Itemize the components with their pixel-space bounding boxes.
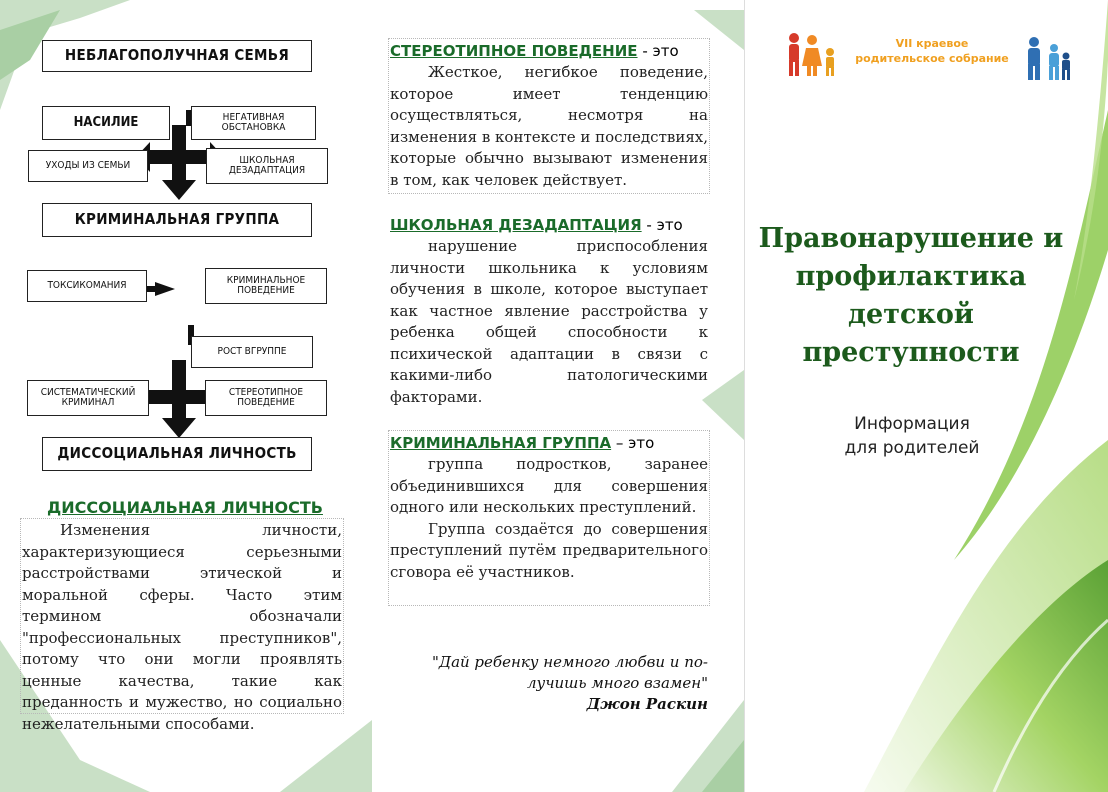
family-red-icon (784, 32, 842, 78)
assembly-logo-text (850, 36, 1014, 66)
dissocial-heading: ДИССОЦИАЛЬНАЯ ЛИЧНОСТЬ (47, 498, 323, 517)
family-blue-icon (1024, 36, 1072, 82)
substance-box: ТОКСИКОМАНИЯ (27, 270, 147, 302)
negative-env-box: НЕГАТИВНАЯ ОБСТАНОВКА (191, 106, 316, 140)
stereotyped-behavior-box: СТЕРЕОТИПНОЕ ПОВЕДЕНИЕ (205, 380, 327, 416)
stereotyped-body: Жесткое, негибкое поведение, которое имеет тенденцию осуществляться, несмотря на изменения в контексте и последствиях, которые обычно вызывают изменения в том, как человек действует. (390, 63, 709, 189)
quote-line-2: лучишь много взамен" (526, 674, 708, 692)
quote-author: Джон Раскин (586, 695, 708, 713)
leaving-family-box: УХОДЫ ИЗ СЕМЬИ (28, 150, 148, 182)
criminal-group-term: КРИМИНАЛЬНАЯ ГРУППА (390, 434, 612, 452)
systematic-criminal-box: СИСТЕМАТИЧЕСКИЙ КРИМИНАЛ (27, 380, 149, 416)
family-box: НЕБЛАГОПОЛУЧНАЯ СЕМЬЯ (42, 40, 312, 72)
middle-panel (372, 0, 744, 792)
criminal-behavior-box: КРИМИНАЛЬНОЕ ПОВЕДЕНИЕ (205, 268, 327, 304)
stereotyped-term: СТЕРЕОТИПНОЕ ПОВЕДЕНИЕ (390, 42, 638, 60)
green-leaf-icon (744, 0, 1108, 792)
assembly-logo-line-1: VII краевое (895, 37, 969, 50)
disadaptation-term: ШКОЛЬНАЯ ДЕЗАДАПТАЦИЯ (390, 216, 642, 234)
criminal-group-body: группа подростков, заранее объединившихся для совершения одного или нескольких преступлений. (390, 455, 708, 516)
stereotyped-definition-block (390, 40, 708, 191)
fold-line (744, 0, 745, 792)
assembly-logo-line-2: родительское собрание (855, 52, 1009, 65)
stereotyped-dash: - это (642, 42, 679, 60)
quote (392, 652, 708, 715)
dissocial-box: ДИССОЦИАЛЬНАЯ ЛИЧНОСТЬ (42, 437, 312, 471)
school-disadaptation-box: ШКОЛЬНАЯ ДЕЗАДАПТАЦИЯ (206, 148, 328, 184)
criminal-group-box: КРИМИНАЛЬНАЯ ГРУППА (42, 203, 312, 237)
cover-subtitle-line-1: Информация (854, 414, 970, 434)
quote-line-1: "Дай ребенку немного любви и по- (431, 653, 708, 671)
cover-panel (744, 0, 1108, 792)
disadaptation-dash: - это (646, 216, 683, 234)
cover-title: Правонарушение и профилактика детской преступности (758, 223, 1064, 368)
dissocial-definition: Изменения личности, характеризующиеся серьезными расстройствами этической и моральной сферы. Часто этим термином обозначали "профессиональных преступников", потому что они могли проявлять ценные качества, такие как преданность и мужество, но социально нежелательными способами. (22, 521, 342, 733)
criminal-group-definition-block (390, 432, 708, 583)
violence-box: НАСИЛИЕ (42, 106, 170, 140)
cover-subtitle (784, 412, 1040, 460)
group-growth-box: РОСТ ВГРУППЕ (191, 336, 313, 368)
left-panel (0, 0, 372, 792)
criminal-group-body-2: Группа создаётся до совершения преступлений путём предварительного сговора её участников. (390, 519, 708, 581)
criminal-group-dash: – это (615, 434, 655, 452)
disadaptation-body: нарушение приспособления личности школьника к условиям обучения в школе, которое выступает как частное явление расстройства у ребенка общей способности к психической адаптации в связи с какими-либо патологическими факторами. (390, 237, 708, 406)
cover-subtitle-line-2: для родителей (844, 438, 980, 458)
disadaptation-definition-block (390, 214, 708, 408)
